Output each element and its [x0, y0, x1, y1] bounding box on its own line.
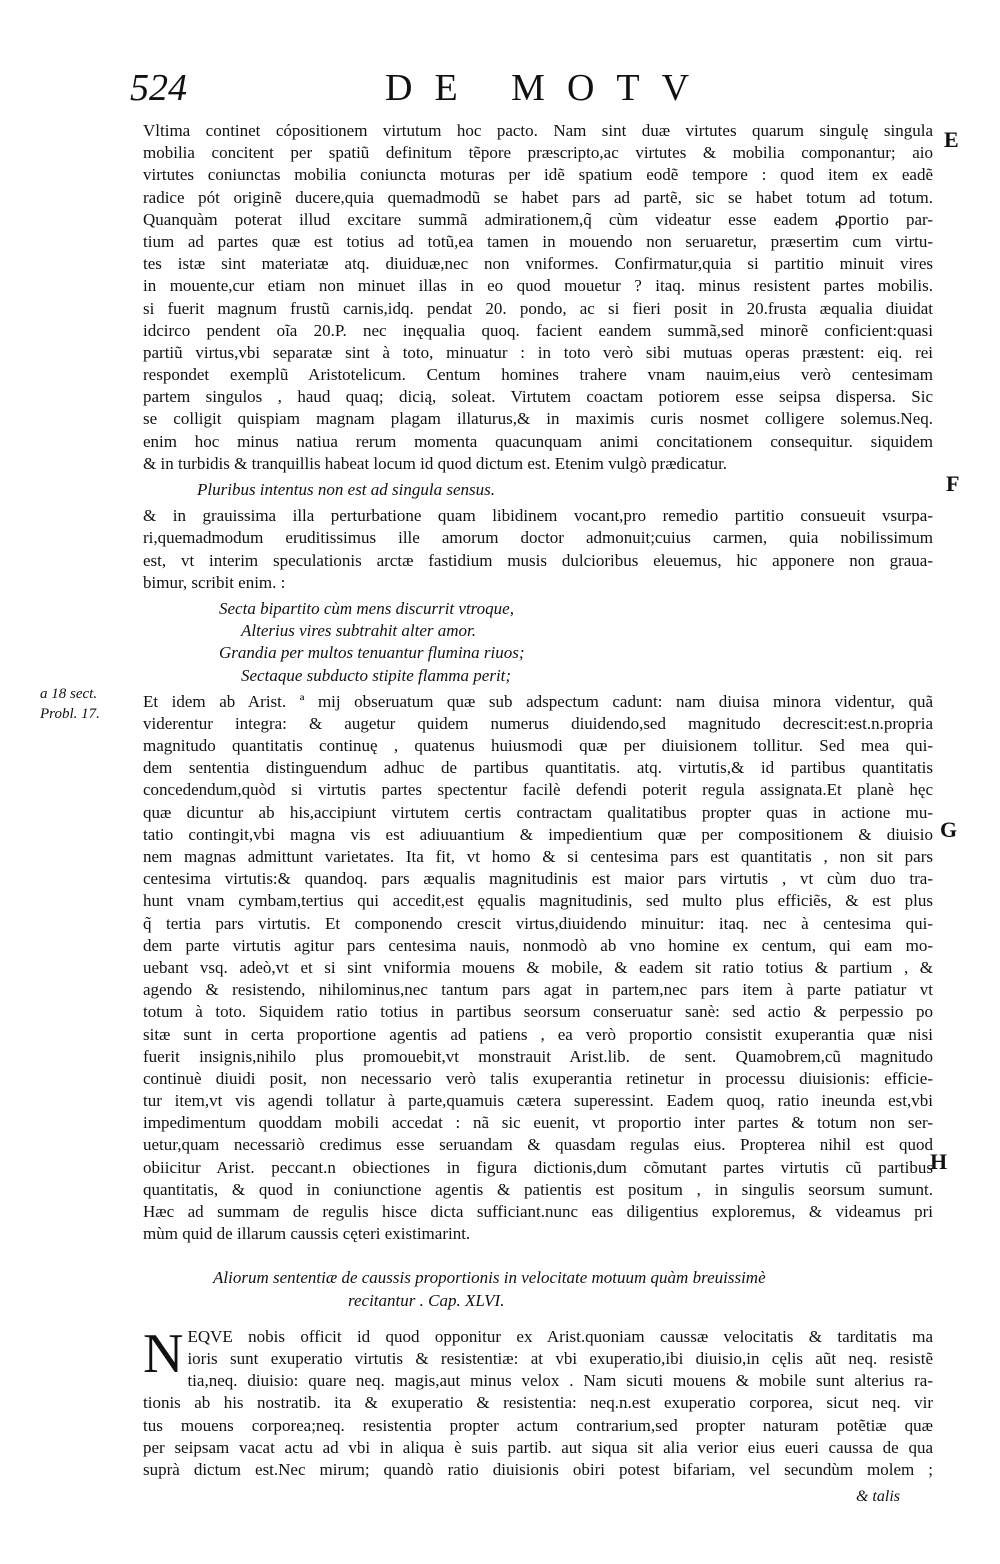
text-line: enim hoc minus natiua rerum momenta quacunquam animi concitationem consequitur. siquidem [143, 431, 933, 451]
text-line: est, vt interim speculationis arctæ fastidium musis dulcioribus eleuemus, hic apponere non graua- [143, 550, 933, 570]
text-line: ri,quemadmodum eruditissimus ille amorum doctor admonuit;cuius carmen, quia nobilissimum [143, 528, 933, 548]
text-line: in mouente,cur etiam non minuet illas in eo quod mouetur ? itaq. minus resistent partes mobilis. [143, 276, 933, 296]
text-line: concedendum,quòd si virtutis partes spectentur facilè defendi poterit regula assignata.Et planè hęc [143, 780, 933, 800]
margin-letter-h: H [930, 1149, 948, 1174]
text-line: Hæc ad summam de regulis hisce dicta sufficiant.nunc eas diligentius exploremus, & videamus pri [143, 1202, 933, 1221]
text-line: Vltima continet cópositionem virtutum hoc pacto. Nam sint duæ virtutes quarum singulę singula [143, 121, 933, 140]
text-line: bimur, scribit enim. : [143, 572, 286, 592]
chapter-heading-line-1: Aliorum sententiæ de caussis proportionis in velocitate motuum quàm breuissimè [213, 1268, 766, 1288]
body-text [143, 120, 933, 1481]
text-line: idcirco pendent oĩa 20.P. nec inęqualia quoq. facient eandem summã,sed minorẽ conficient:quasi [143, 320, 933, 340]
text-line: uebant vsq. adeò,vt et si sint vniformia mouens & mobile, & eadem sit ratio totius & partium , & [143, 957, 933, 977]
verse-line: Secta bipartito cùm mens discurrit vtroque, [219, 598, 514, 618]
page-number: 524 [130, 67, 187, 109]
text-line: magnitudo quantitatis continuę , quatenus huiusmodi quæ per diuisionem tollitur. Sed mea qui- [143, 736, 933, 756]
text-line: partiũ virtus,vbi separatæ sint à toto, minuatur : in toto verò sibi mutuas operas præstent: eiq. rei [143, 342, 933, 362]
text-line: agendo & resistendo, nihilominus,nec tantum pars agat in partem,nec pars item à parte patiatur vt [143, 980, 933, 1000]
drop-cap: N [143, 1322, 184, 1385]
text-line: se colligit quispiam magnam plagam illaturus,& in maximis curis nosmet colligere solemus.Neq. [143, 409, 933, 429]
paragraph-2 [143, 505, 933, 594]
text-line: uetur,quam necessariò credimus esse seruandam & quasdam regulas eius. Propterea nihil est quod [143, 1135, 933, 1155]
text-line: tia,neq. diuisio: quare neq. magis,aut minus velox . Nam sicuti mouens & mobile sunt alterius ra- [187, 1371, 933, 1391]
text-line: tur item,vt vis agendi tollatur à parte,quamuis cætera superessint. Eadem quoq, ratio ineunda est,vbi [143, 1091, 933, 1111]
text-line: respondet exemplũ Aristotelicum. Centum homines trahere vnam nauim,eius verò centesimam [143, 365, 933, 385]
text-line: dem sententia distinguendum adhuc de partibus quantitatis. atq. virtutis,& id partibus quantitatis [143, 758, 933, 778]
text-line: impedimentum quoddam mobili accedat : nã sic euenit, vt proportio inter partes & totum non ser- [143, 1113, 933, 1133]
catchword: & talis [855, 1488, 900, 1505]
chapter-heading-line-2: recitantur . Cap. XLVI. [348, 1290, 505, 1310]
text-line: tatio contingit,vbi magna vis est adiuuantium & impedientium quæ per compositionem & diuisio [143, 824, 933, 844]
paragraph-1 [143, 120, 933, 475]
text-line: EQVE nobis officit id quod opponitur ex Arist.quoniam caussæ velocitatis & tarditatis ma [187, 1326, 933, 1346]
paragraph-3 [143, 691, 933, 1246]
text-line: & in turbidis & tranquillis habeat locum id quod dictum est. Etenim vulgò prædicatur. [143, 453, 728, 473]
text-line: centesima virtutis:& quandoq. pars æqualis magnitudinis est maior pars virtutis , vt cùm duo tra- [143, 869, 933, 889]
text-line: q̃ tertia pars virtutis. Et componendo crescit virtus,diuidendo minuitur: itaq. nec à centesima qui- [143, 913, 933, 933]
text-line: hunt vnam cymbam,tertius qui accedit,est ęqualis magnitudinis, sed multo plus efficiẽs, & est plus [143, 891, 933, 911]
text-line: quæ dicuntur ab his,accipiunt virtutem certis contractam qualitatibus propter quas in actione mu- [143, 802, 933, 822]
text-line: tium ad partes quæ est totius ad totũ,ea tamen in mouendo non seruaretur, præsertim cum virtu- [143, 231, 933, 251]
running-title: DE MOTV [385, 67, 712, 109]
text-line: obiicitur Arist. peccant.n obiectiones in figura dictionis,dum cõmutant partes virtutis cũ partibus [143, 1157, 933, 1177]
text-line: totum à toto. Siquidem ratio totius in partibus seorsum conseruatur sanè: sed actio & perpessio po [143, 1002, 933, 1022]
text-line: dem parte virtutis agitur pars centesima nauis, nonmodò ab vno homine ex centum, qui eam mo- [143, 935, 933, 955]
text-line: per seipsam vacat actu ad vbi in aliqua è suis partib. aut siqua sit alia verior eius eueri caussa de qua [143, 1437, 933, 1457]
margin-note-line-2: Probl. 17. [40, 706, 100, 722]
text-line: radice pót originẽ ducere,quia quemadmodũ se habet pars ad partẽ, sic se habet totum ad totum. [143, 187, 933, 207]
verse-line: Grandia per multos tenuantur flumina riuos; [219, 643, 525, 663]
text-line: quantitatis, & quod in coniunctione agentis & patientis est positum , in singulis seorsum sumunt. [143, 1179, 933, 1199]
text-line: continuè diuidi posit, non necessario verò talis exuperantia retinetur in processu diuisionis: efficie- [143, 1068, 933, 1088]
text-line: Et idem ab Arist. ª mij obseruatum quæ sub adspectum cadunt: nam diuisa minora videntur, quã [143, 691, 933, 711]
margin-letter-f: F [946, 471, 960, 496]
margin-note-line-1: a 18 sect. [40, 686, 98, 702]
paragraph-4 [143, 1322, 933, 1481]
verse-line: Sectaque subducto stipite flamma perit; [241, 665, 512, 685]
page-header [130, 68, 890, 118]
text-line: viderentur integra: & augetur quidem numerus diuidendo,sed magnitudo decrescit:est.n.propria [143, 713, 933, 733]
margin-note [40, 684, 100, 724]
text-line: tionis ab his nostratib. ita & exuperatio & resistentia: neq.n.est exuperatio corporea, sicut neq. vir [143, 1393, 933, 1413]
verse-quotation [143, 598, 933, 687]
text-line: nem magnas admittunt varietates. Ita fit, vt homo & si centesima pars est quantitatis , non sit pars [143, 847, 933, 866]
text-line: tus mouens corporea;neq. resistentia propter actum contrarium,sed propter naturam potẽtiæ quæ [143, 1415, 933, 1435]
margin-letter-e: E [944, 127, 959, 152]
text-line: sitæ sunt in certa proportione agentis ad patiens , ea verò proportio consistit exuperantia quæ nisi [143, 1024, 933, 1044]
text-line: suprà dictum est.Nec mirum; quandò ratio diuisionis obiri potest bifariam, vel secundùm molem ; [143, 1459, 933, 1479]
text-line: ioris sunt exuperatio virtutis & resistentiæ: at vbi exuperatio,ibi diuisio,in cęlis aũt neq. resistẽ [187, 1348, 933, 1368]
text-line: & in grauissima illa perturbatione quam libidinem vocant,pro remedio partitio consueuit vsurpa- [143, 506, 933, 526]
verse-line: Alterius vires subtrahit alter amor. [241, 621, 477, 641]
text-line: mùm quid de illarum caussis cęteri existimarint. [143, 1224, 471, 1244]
margin-letter-g: G [940, 817, 958, 842]
text-line: fuerit insignis,nihilo plus promouebit,vt monstrauit Arist.lib. de sent. Quamobrem,cũ magnitudo [143, 1046, 933, 1066]
quotation: Pluribus intentus non est ad singula sensus. [197, 480, 495, 499]
chapter-heading [143, 1267, 933, 1311]
text-line: mobilia concitent per spatiũ definitum tẽpore præscripto,ac virtutes & mobilia componantur; aio [143, 143, 933, 163]
text-line: tes istæ sint materiatæ atq. diuiduæ,nec non vniformes. Confirmatur,quia si partitio minuit vires [143, 254, 933, 274]
text-line: partem singulos , haud quaq; dicią, soleat. Virtutem coactam potiorem esse seipsa dispersa. Sic [143, 387, 933, 407]
text-line: si fuerit magnum frustũ carnis,idq. pendat 20. pondo, ac si fieri posit in 20.frusta æqualia diuidat [143, 298, 933, 318]
text-line: Quanquàm poterat illud excitare summã admirationem,q̃ cùm videatur esse eadem ꝓportio par- [143, 209, 933, 229]
text-line: virtutes coniunctas mobilia coniuncta moturas per idẽ spatium eodẽ tempore : quod item ex eadẽ [143, 165, 933, 185]
